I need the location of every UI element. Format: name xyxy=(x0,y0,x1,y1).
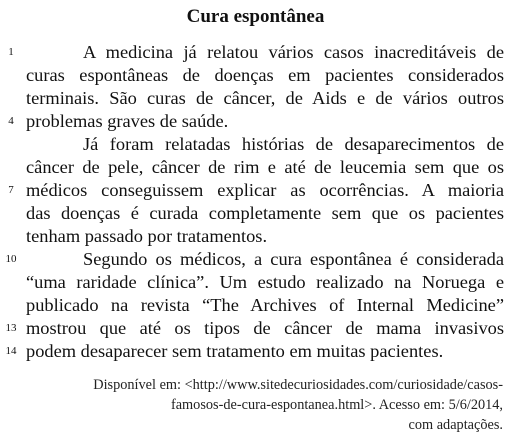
text-line: “uma raridade clínica”. Um estudo realizado na Noruega e xyxy=(26,272,504,292)
text-line: terminais. São curas de câncer, de Aids e de vários outros xyxy=(26,88,504,108)
line-number: 1 xyxy=(8,46,14,58)
line-number: 14 xyxy=(5,345,17,357)
text-line: curas espontâneas de doenças em pacientes considerados xyxy=(26,65,504,85)
text-line: tenham passado por tratamentos. xyxy=(26,226,268,246)
text-title: Cura espontânea xyxy=(186,6,325,27)
line-number: 4 xyxy=(8,115,14,127)
text-line: problemas graves de saúde. xyxy=(26,111,229,131)
text-line: Segundo os médicos, a cura espontânea é considerada xyxy=(83,249,504,269)
text-line: das doenças é curada completamente sem que os pacientes xyxy=(26,203,504,223)
text-line: Já foram relatadas histórias de desaparecimentos de xyxy=(83,134,504,154)
line-number: 10 xyxy=(5,253,17,265)
text-line: A medicina já relatou vários casos inacreditáveis de xyxy=(83,42,504,62)
text-line: mostrou que até os tipos de câncer de mama invasivos xyxy=(26,318,504,338)
text-line: publicado na revista “The Archives of Internal Medicine” xyxy=(26,295,504,315)
text-line: médicos conseguissem explicar as ocorrências. A maioria xyxy=(26,180,504,200)
line-number: 13 xyxy=(5,322,17,334)
source-line: famosos-de-cura-espontanea.html>. Acesso em: 5/6/2014, xyxy=(170,397,503,413)
source-line: com adaptações. xyxy=(408,417,503,433)
text-line: câncer de pele, câncer de rim e até de leucemia sem que os xyxy=(26,157,504,177)
line-number: 7 xyxy=(8,184,14,196)
source-line: Disponível em: <http://www.sitedecuriosidades.com/curiosidade/casos- xyxy=(93,377,503,393)
text-line: podem desaparecer sem tratamento em muitas pacientes. xyxy=(26,341,444,361)
